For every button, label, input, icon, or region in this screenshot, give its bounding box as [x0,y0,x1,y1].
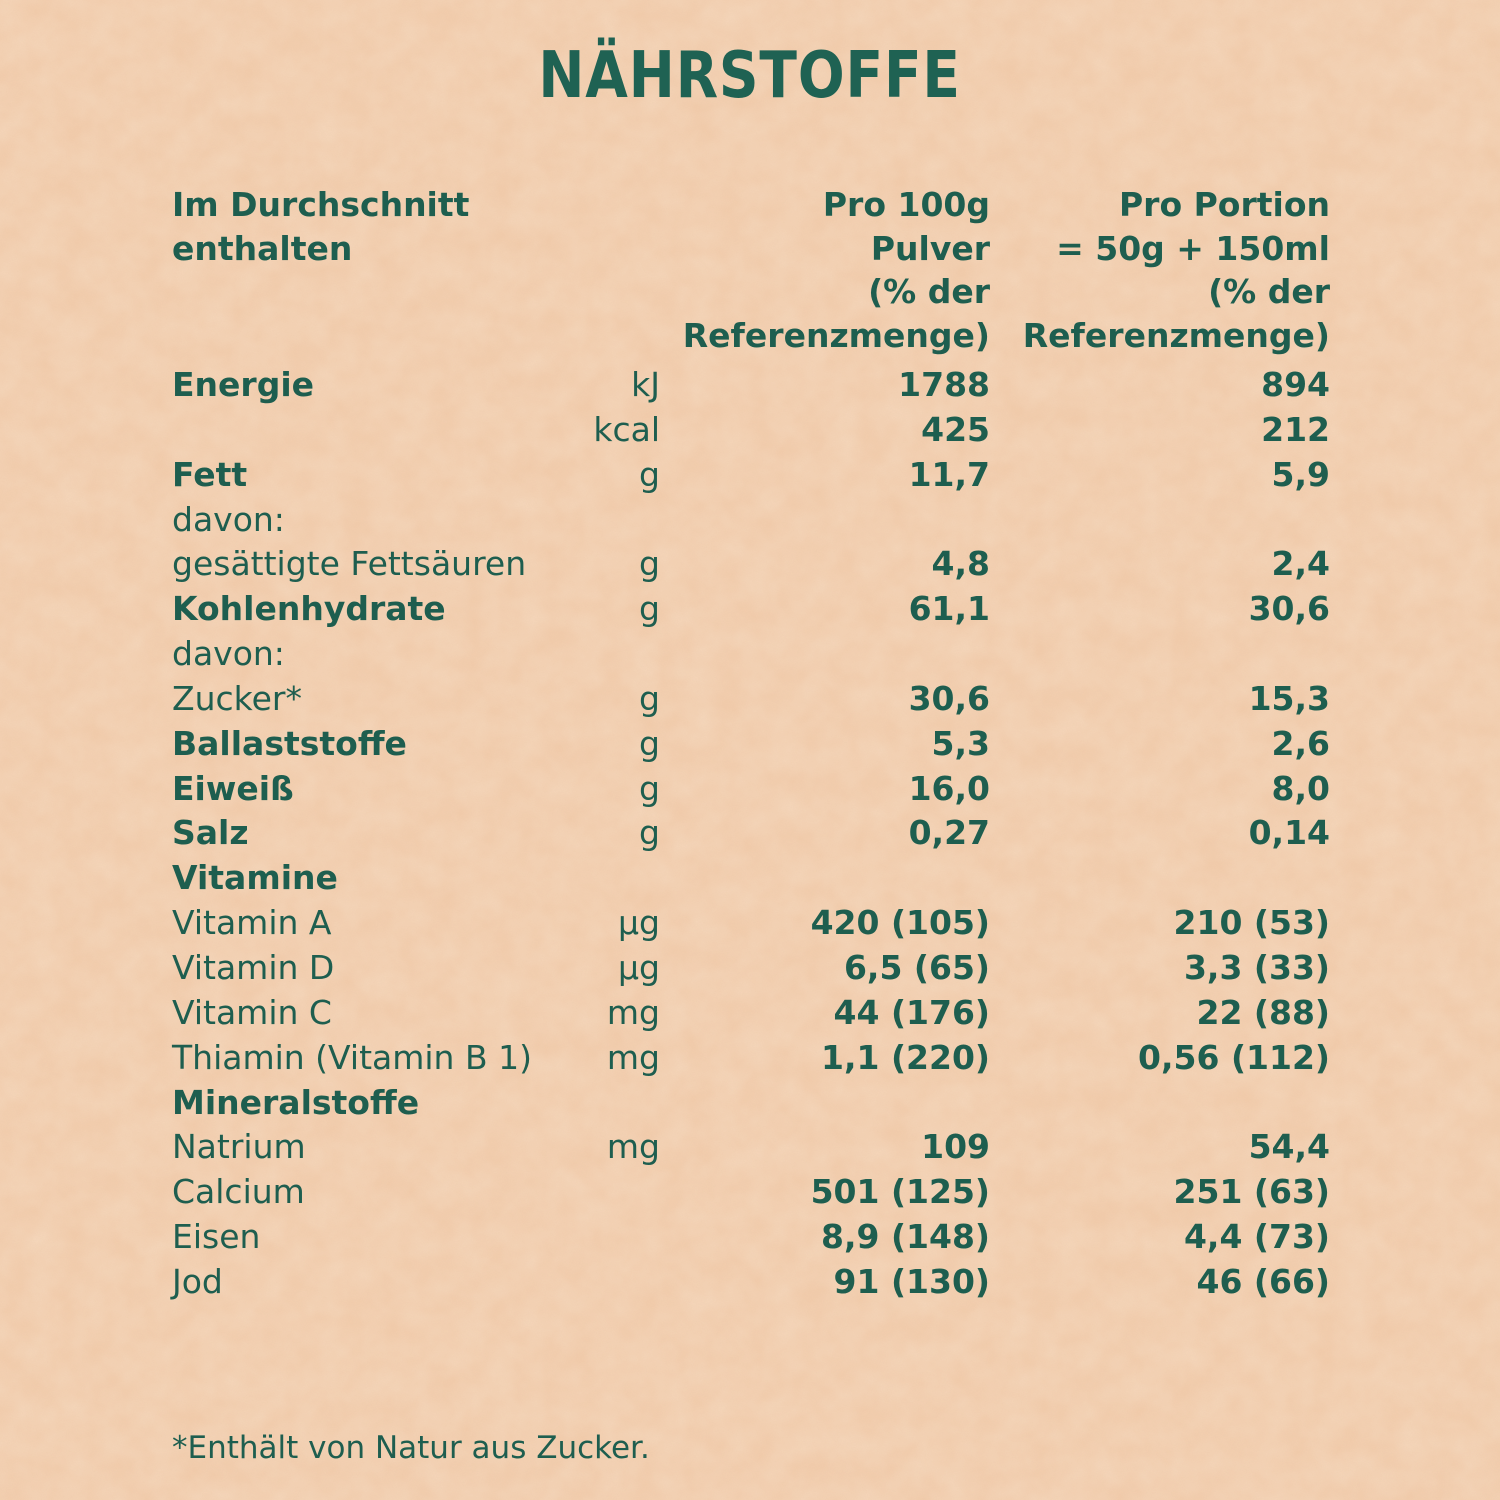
row-per100g [660,1081,990,1126]
table-row [172,722,1330,767]
row-portion: 210 (53) [1173,903,1330,943]
table-row [172,498,1330,543]
row-unit: g [639,723,660,763]
row-unit: mg [606,1037,660,1077]
row-portion: 15,3 [1248,678,1330,718]
table-row [172,1036,1330,1081]
page-title: NÄHRSTOFFE [538,39,962,113]
row-label: Kohlenhydrate [172,589,446,629]
title-row [0,39,1500,113]
row-portion [990,1081,1330,1126]
row-label: Vitamin C [172,992,332,1032]
row-unit: µg [618,947,660,987]
row-per100g: 8,9 (148) [821,1217,990,1257]
row-portion: 212 [1261,409,1330,449]
header-line: Im Durchschnitt [172,185,470,224]
table-row [172,453,1330,498]
table-row [172,1081,1330,1126]
table-row [172,632,1330,677]
row-label: Vitamin A [172,903,332,943]
header-per100g [660,183,990,357]
table-row [172,363,1330,408]
row-label: gesättigte Fettsäuren [172,544,527,584]
row-per100g: 501 (125) [810,1172,990,1212]
row-unit [565,632,660,677]
table-row [172,1215,1330,1260]
row-per100g: 1788 [898,365,990,404]
row-unit: g [639,678,660,718]
row-per100g [660,856,990,901]
row-unit [565,1260,660,1305]
table-row [172,677,1330,722]
table-header [172,183,1330,357]
row-portion: 46 (66) [1196,1261,1330,1301]
row-per100g: 109 [921,1127,990,1167]
row-per100g: 0,27 [908,813,990,853]
row-unit: g [639,813,660,853]
table-row [172,767,1330,812]
row-label: Mineralstoffe [172,1082,420,1122]
table-row [172,856,1330,901]
row-portion: 894 [1261,365,1330,404]
row-label: Zucker* [172,678,302,718]
header-unit-spacer [565,183,660,357]
table-row [172,542,1330,587]
row-unit: kJ [631,365,660,404]
header-line: = 50g + 150ml [1056,228,1330,268]
table-row [172,1170,1330,1215]
table-row [172,408,1330,453]
row-portion: 251 (63) [1173,1172,1330,1212]
header-line: enthalten [172,228,353,268]
row-portion: 3,3 (33) [1183,947,1330,987]
row-portion: 8,0 [1271,768,1330,808]
row-portion: 22 (88) [1196,992,1330,1032]
header-line: Pulver [870,228,990,268]
row-label: davon: [172,499,285,539]
row-portion: 2,6 [1271,723,1330,763]
row-label: davon: [172,634,285,674]
row-unit: mg [606,992,660,1032]
table-row [172,1260,1330,1305]
table-row [172,811,1330,856]
row-label: Vitamin D [172,947,335,987]
table-body [172,363,1330,1305]
row-per100g: 11,7 [908,454,990,494]
row-label [172,408,565,453]
row-per100g: 61,1 [908,589,990,629]
row-unit [565,1081,660,1126]
row-per100g: 5,3 [931,723,990,763]
row-label: Calcium [172,1172,305,1212]
row-unit: g [639,768,660,808]
row-portion [990,856,1330,901]
row-per100g [660,498,990,543]
row-unit: g [639,454,660,494]
table-row [172,991,1330,1036]
footnote: *Enthält von Natur aus Zucker. [172,1430,650,1466]
row-unit: g [639,589,660,629]
row-unit: g [639,544,660,584]
header-line: (% der [868,272,990,311]
header-line: Pro Portion [1118,185,1330,224]
row-label: Natrium [172,1127,306,1167]
row-portion: 4,4 (73) [1183,1217,1330,1257]
table-row [172,587,1330,632]
row-unit: µg [618,903,660,943]
row-label: Ballaststoffe [172,723,407,763]
row-unit [565,1215,660,1260]
row-unit: mg [606,1127,660,1167]
row-per100g: 425 [921,409,990,449]
row-per100g: 6,5 (65) [843,947,990,987]
row-label: Eisen [172,1217,261,1257]
header-line: Referenzmenge) [682,315,990,355]
row-per100g: 1,1 (220) [821,1037,990,1077]
header-line: (% der [1208,272,1330,311]
row-portion: 0,56 (112) [1138,1037,1330,1077]
row-label: Eiweiß [172,768,294,808]
row-label: Thiamin (Vitamin B 1) [172,1037,532,1077]
header-line: Pro 100g [822,185,990,224]
row-per100g: 44 (176) [833,992,990,1032]
row-per100g: 4,8 [931,544,990,584]
table-row [172,946,1330,991]
row-label: Energie [172,365,315,404]
row-portion: 0,14 [1248,813,1330,853]
row-unit [565,1170,660,1215]
header-average [172,183,565,357]
header-portion [990,183,1330,357]
row-unit [565,856,660,901]
table-row [172,1125,1330,1170]
row-per100g: 16,0 [908,768,990,808]
row-per100g: 420 (105) [810,903,990,943]
row-portion: 5,9 [1271,454,1330,494]
row-label: Salz [172,813,249,853]
row-portion [990,498,1330,543]
row-portion: 2,4 [1271,544,1330,584]
row-per100g [660,632,990,677]
row-per100g: 30,6 [908,678,990,718]
row-unit: kcal [593,409,660,449]
table-row [172,901,1330,946]
nutrition-table [172,183,1330,1305]
row-label: Jod [172,1261,223,1301]
row-per100g: 91 (130) [833,1261,990,1301]
row-unit [565,498,660,543]
row-label: Fett [172,454,248,494]
header-line: Referenzmenge) [1022,315,1330,355]
row-label: Vitamine [172,858,338,898]
row-portion [990,632,1330,677]
row-portion: 30,6 [1248,589,1330,629]
row-portion: 54,4 [1248,1127,1330,1167]
